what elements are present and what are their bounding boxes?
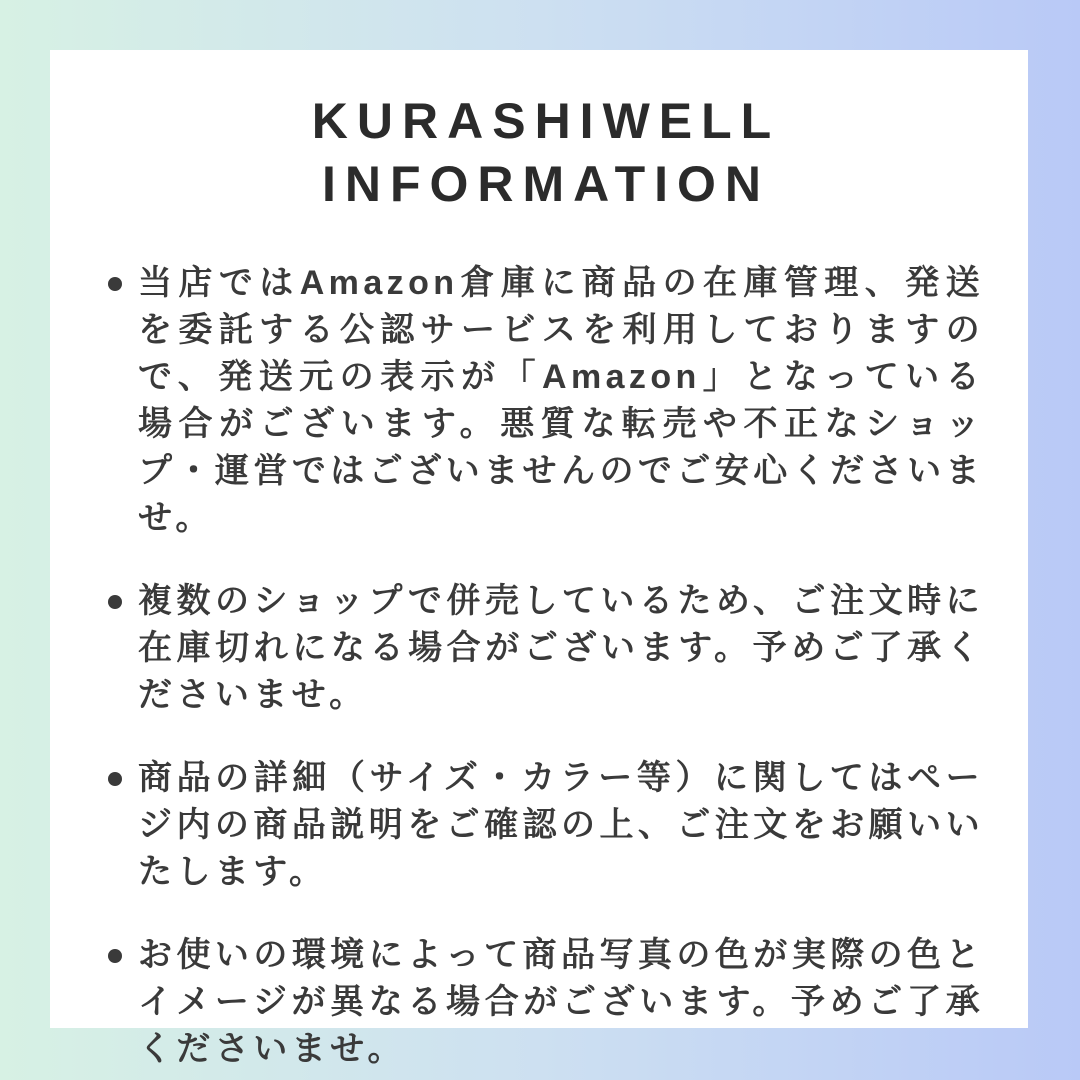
notice-item-amazon-warehouse [108, 260, 984, 542]
bullet-dot-icon [108, 595, 122, 609]
notice-list [108, 260, 984, 1073]
info-card [50, 50, 1028, 1068]
bullet-dot-icon [108, 772, 122, 786]
title-information-line: INFORMATION [321, 156, 771, 212]
page-title [108, 90, 984, 216]
notice-item-stock [108, 578, 984, 719]
bullet-dot-icon [108, 949, 122, 963]
bullet-dot-icon [108, 277, 122, 291]
notice-item-product-details [108, 755, 984, 896]
notice-item-color-difference [108, 932, 984, 1073]
title-brand-line: KURASHIWELL [311, 93, 781, 149]
notice-text: 商品の詳細（サイズ・カラー等）に関してはページ内の商品説明をご確認の上、ご注文をお願いいたします。 [138, 759, 984, 891]
notice-text: お使いの環境によって商品写真の色が実際の色とイメージが異なる場合がございます。予めご了承くださいませ。 [138, 936, 984, 1068]
notice-text: 複数のショップで併売しているため、ご注文時に在庫切れになる場合がございます。予めご了承くださいませ。 [138, 582, 984, 714]
notice-text: 当店ではAmazon倉庫に商品の在庫管理、発送を委託する公認サービスを利用しておりますので、発送元の表示が「Amazon」となっている場合がございます。悪質な転売や不正なショップ・運営ではございませんのでご安心くださいませ。 [138, 264, 984, 537]
